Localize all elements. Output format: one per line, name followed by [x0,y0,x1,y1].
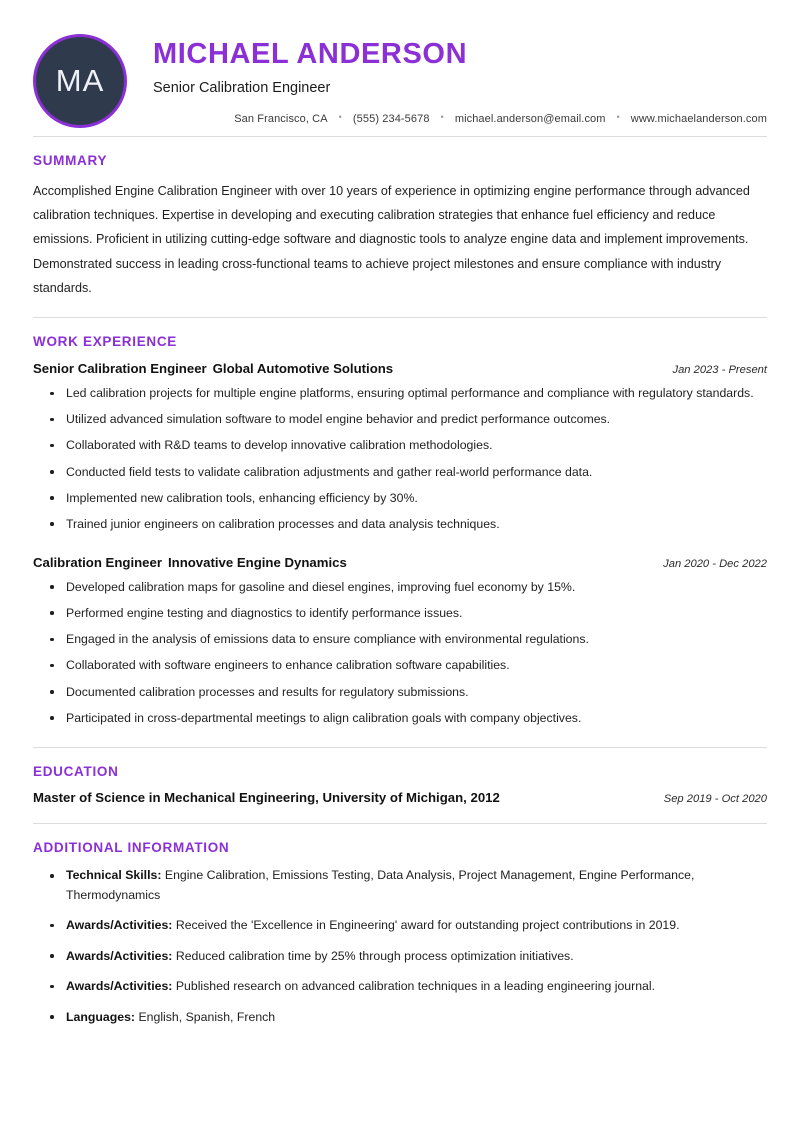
experience-date: Jan 2023 - Present [672,363,767,376]
additional-information-label: Awards/Activities: [66,918,173,933]
experience-bullet: Participated in cross-departmental meetings to align calibration goals with company objectives. [50,709,767,728]
additional-information-item [50,866,767,905]
experience-bullet: Led calibration projects for multiple engine platforms, ensuring optimal performance and compliance with regulatory standards. [50,384,767,403]
experience-bullet: Utilized advanced simulation software to model engine behavior and predict performance outcomes. [50,410,767,429]
education-entries [33,790,767,823]
experience-entry-header [33,360,767,377]
additional-information-item [50,947,767,966]
experience-date: Jan 2020 - Dec 2022 [663,557,767,570]
experience-company: Innovative Engine Dynamics [167,554,347,570]
section-summary [33,137,767,317]
section-work-experience [33,318,767,748]
candidate-job-title: Senior Calibration Engineer [153,80,331,97]
avatar: MA [33,34,127,128]
experience-bullet: Collaborated with R&D teams to develop innovative calibration methodologies. [50,436,767,455]
additional-information-value: English, Spanish, French [138,1009,276,1024]
experience-bullet: Implemented new calibration tools, enhancing efficiency by 30%. [50,489,767,508]
education-degree: Master of Science in Mechanical Engineering, University of Michigan, 2012 [33,790,500,806]
bullet-separator-icon: • [440,112,444,123]
experience-bullet: Conducted field tests to validate calibration adjustments and gather real-world performance data. [50,463,767,482]
experience-bullet-list [33,578,767,728]
summary-text: Accomplished Engine Calibration Engineer with over 10 years of experience in optimizing engine performance through advanced calibration techniques. Expertise in developing and executing calibration strategies that enhance fuel efficiency and reduce emissions. Proficient in utilizing cutting-edge software and diagnostic tools to analyze engine data and implement improvements. Demonstrated success in leading cross-functional teams to achieve project milestones and ensure compliance with industry standards. [33,184,750,295]
section-title-additional-information: ADDITIONAL INFORMATION [33,840,230,856]
experience-bullet: Developed calibration maps for gasoline and diesel engines, improving fuel economy by 15%. [50,578,767,597]
header-main [135,31,767,125]
contact-location: San Francisco, CA [234,112,328,125]
section-title-summary: SUMMARY [33,153,108,168]
bullet-separator-icon: • [338,112,342,123]
education-entry [33,790,767,805]
education-date: Sep 2019 - Oct 2020 [663,793,767,806]
contact-row [153,113,767,125]
experience-heading [33,360,393,377]
additional-information-value: Engine Calibration, Emissions Testing, Data Analysis, Project Management, Engine Performance, Thermodynamics [66,868,695,902]
experience-entry-header [33,554,767,571]
experience-bullet-list [33,384,767,534]
work-experience-entries [33,360,767,748]
section-title-work-experience: WORK EXPERIENCE [33,333,178,349]
avatar-container [33,31,135,128]
additional-information-item [50,977,767,996]
experience-company: Global Automotive Solutions [212,360,394,376]
contact-website: www.michaelanderson.com [630,112,767,125]
section-education [33,748,767,823]
additional-information-value: Reduced calibration time by 25% through process optimization initiatives. [175,948,574,963]
additional-information-label: Awards/Activities: [66,948,173,963]
experience-entry [33,554,767,728]
additional-information-value: Published research on advanced calibration techniques in a leading engineering journal. [175,979,656,994]
experience-position: Senior Calibration Engineer [33,360,207,376]
experience-position: Calibration Engineer [33,554,162,570]
bullet-separator-icon: • [616,112,620,123]
additional-information-label: Technical Skills: [66,868,162,883]
additional-information-label: Awards/Activities: [66,979,173,994]
additional-information-item [50,1008,767,1027]
additional-information-item [50,916,767,935]
additional-information-items [33,866,767,1047]
contact-email: michael.anderson@email.com [454,112,606,125]
section-title-education: EDUCATION [33,764,119,780]
experience-heading [33,554,347,571]
resume-header [33,0,767,136]
experience-bullet: Collaborated with software engineers to enhance calibration software capabilities. [50,656,767,675]
additional-information-value: Received the 'Excellence in Engineering' award for outstanding project contributions in 2019. [175,918,680,933]
experience-bullet: Documented calibration processes and results for regulatory submissions. [50,683,767,702]
section-additional-information [33,824,767,1047]
experience-bullet: Engaged in the analysis of emissions data to ensure compliance with environmental regulations. [50,630,767,649]
candidate-name: MICHAEL ANDERSON [153,38,468,70]
experience-entry [33,360,767,534]
additional-information-label: Languages: [66,1009,136,1024]
experience-bullet: Trained junior engineers on calibration processes and data analysis techniques. [50,515,767,534]
additional-information-list [33,866,767,1027]
contact-phone: (555) 234-5678 [352,112,430,125]
experience-bullet: Performed engine testing and diagnostics to identify performance issues. [50,604,767,623]
